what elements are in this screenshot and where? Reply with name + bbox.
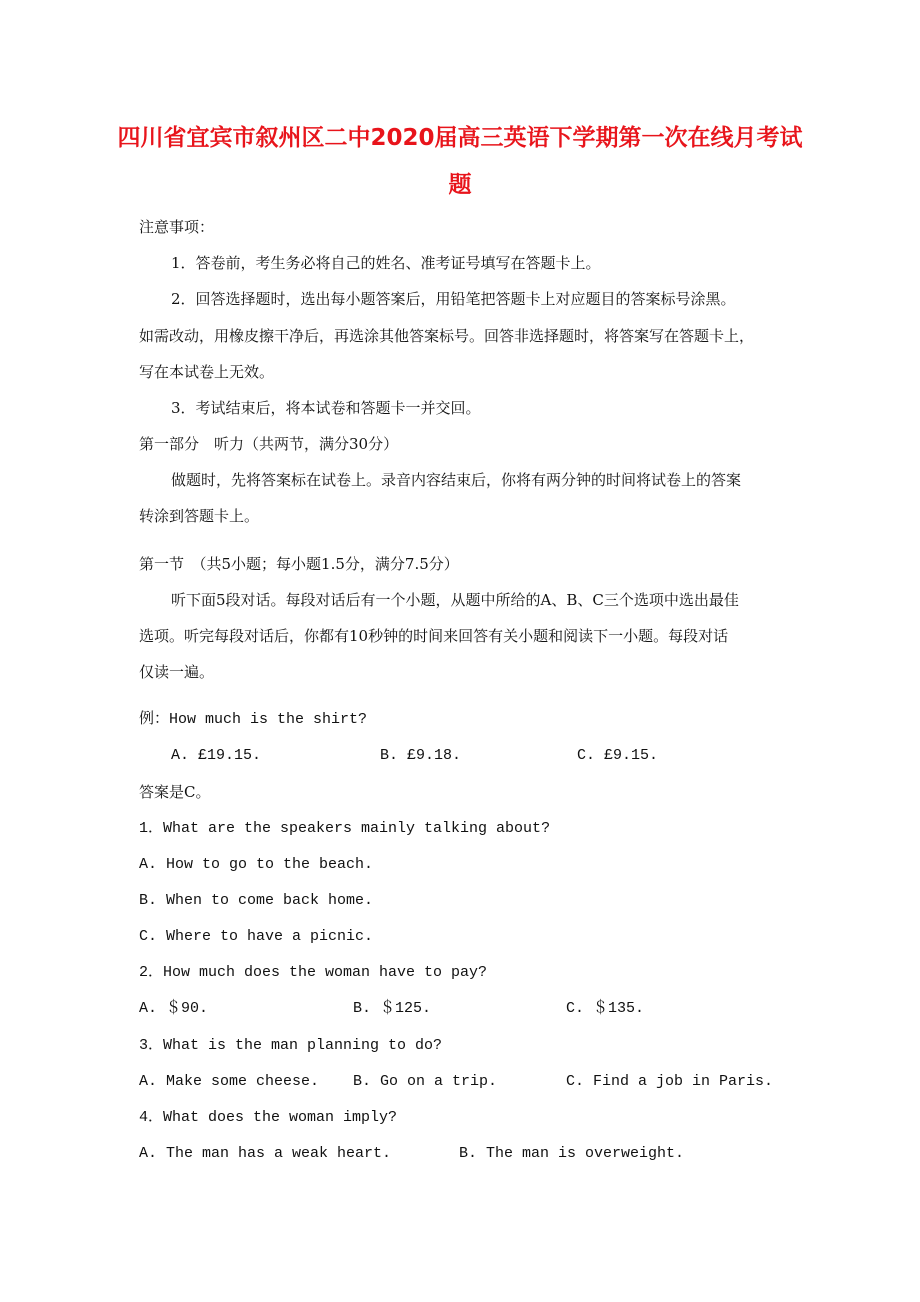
question-4-option-a: A. The man has a weak heart.	[139, 1145, 392, 1162]
question-4: 4．What does the woman imply?	[139, 1109, 398, 1126]
section1-intro-cont2: 仅读一遍。	[139, 663, 215, 681]
example-option-c: C. £9.15.	[577, 747, 659, 764]
question-2: 2．How much does the woman have to pay?	[139, 964, 488, 981]
example-answer: 答案是C。	[139, 783, 211, 801]
notice-item-2-cont: 如需改动，用橡皮擦干净后，再选涂其他答案标号。回答非选择题时，将答案写在答题卡上，	[139, 327, 755, 345]
question-2-option-b: B. ＄125.	[353, 1000, 432, 1017]
question-3-option-c: C. Find a job in Paris.	[566, 1073, 774, 1090]
part1-heading: 第一部分 听力（共两节，满分30分）	[139, 435, 399, 453]
question-1: 1．What are the speakers mainly talking about?	[139, 820, 551, 837]
part1-intro: 做题时，先将答案标在试卷上。录音内容结束后，你将有两分钟的时间将试卷上的答案	[171, 471, 742, 489]
question-3-option-b: B. Go on a trip.	[353, 1073, 498, 1090]
section1-heading: 第一节 （共5小题；每小题1.5分，满分7.5分）	[139, 555, 459, 573]
notice-item-2: 2．回答选择题时，选出每小题答案后，用铅笔把答题卡上对应题目的答案标号涂黑。	[171, 290, 736, 308]
example-question: 例：How much is the shirt?	[139, 711, 368, 728]
question-3-option-a: A. Make some cheese.	[139, 1073, 320, 1090]
notice-heading: 注意事项：	[139, 218, 215, 236]
question-3: 3．What is the man planning to do?	[139, 1037, 443, 1054]
question-1-option-c: C. Where to have a picnic.	[139, 928, 374, 945]
question-1-option-b: B. When to come back home.	[139, 892, 374, 909]
title-line-2: 题	[448, 172, 472, 198]
notice-item-2-cont2: 写在本试卷上无效。	[139, 363, 275, 381]
question-1-option-a: A. How to go to the beach.	[139, 856, 374, 873]
title-line-1: 四川省宜宾市叙州区二中2020届高三英语下学期第一次在线月考试	[117, 125, 803, 151]
question-2-option-c: C. ＄135.	[566, 1000, 645, 1017]
notice-item-1: 1．答卷前，考生务必将自己的姓名、准考证号填写在答题卡上。	[171, 254, 601, 272]
question-2-option-a: A. ＄90.	[139, 1000, 209, 1017]
part1-intro-cont: 转涂到答题卡上。	[139, 507, 260, 525]
question-4-option-b: B. The man is overweight.	[459, 1145, 685, 1162]
example-option-a: A. £19.15.	[171, 747, 262, 764]
section1-intro-cont: 选项。听完每段对话后，你都有10秒钟的时间来回答有关小题和阅读下一小题。每段对话	[139, 627, 729, 645]
section1-intro: 听下面5段对话。每段对话后有一个小题，从题中所给的A、B、C三个选项中选出最佳	[171, 591, 739, 609]
notice-item-3: 3．考试结束后，将本试卷和答题卡一并交回。	[171, 399, 481, 417]
example-option-b: B. £9.18.	[380, 747, 462, 764]
